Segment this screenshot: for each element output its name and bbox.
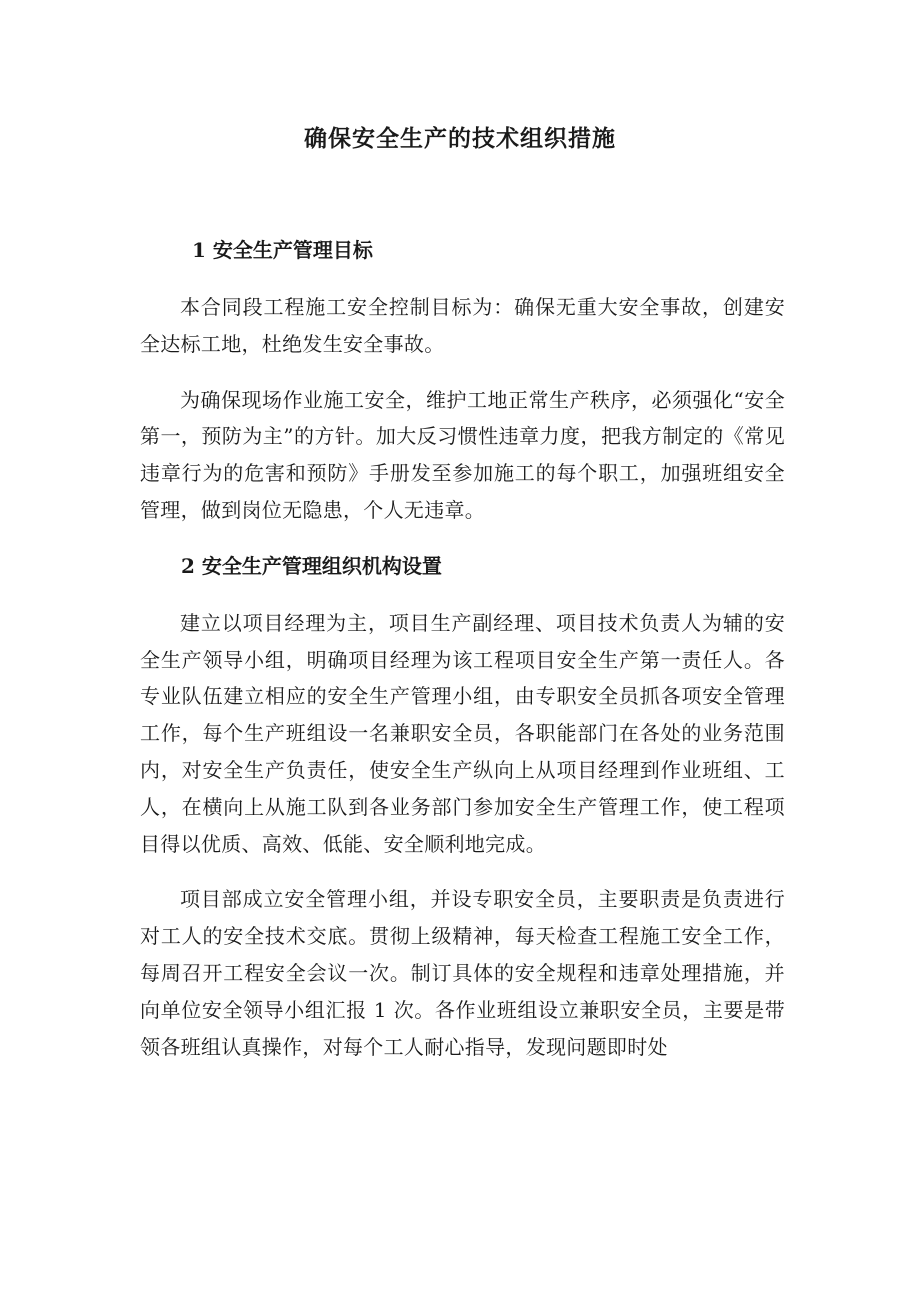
document-title: 确保安全生产的技术组织措施 [304, 125, 616, 152]
paragraph: 为确保现场作业施工安全，维护工地正常生产秩序，必须强化“安全第一，预防为主”的方针。加大反习惯性违章力度，把我方制定的《常见违章行为的危害和预防》手册发至参加施工的每个职工，加强班组安全管理，做到岗位无隐患，个人无违章。 [140, 387, 785, 522]
paragraph: 项目部成立安全管理小组，并设专职安全员，主要职责是负责进行对工人的安全技术交底。贯彻上级精神，每天检查工程施工安全工作，每周召开工程安全会议一次。制订具体的安全规程和违章处理措施，并向单位安全领导小组汇报 1 次。各作业班组设立兼职安全员，主要是带领各班组认真操作，对每个工人耐心指导，发现问题即时处 [140, 887, 785, 1059]
section-heading: 1 安全生产管理目标 [192, 238, 373, 262]
section-organization [140, 548, 785, 1066]
paragraph: 建立以项目经理为主，项目生产副经理、项目技术负责人为辅的安全生产领导小组，明确项目经理为该工程项目安全生产第一责任人。各专业队伍建立相应的安全生产管理小组，由专职安全员抓各项安全管理工作，每个生产班组设一名兼职安全员，各职能部门在各处的业务范围内，对安全生产负责任，使安全生产纵向上从项目经理到作业班组、工人，在横向上从施工队到各业务部门参加安全生产管理工作，使工程项目得以优质、高效、低能、安全顺利地完成。 [140, 610, 785, 856]
section-heading: 2 安全生产管理组织机构设置 [181, 553, 442, 578]
document-body [140, 232, 785, 1065]
paragraph: 本合同段工程施工安全控制目标为：确保无重大安全事故，创建安全达标工地，杜绝发生安全事故。 [140, 295, 785, 356]
section-safety-goal [140, 232, 785, 529]
